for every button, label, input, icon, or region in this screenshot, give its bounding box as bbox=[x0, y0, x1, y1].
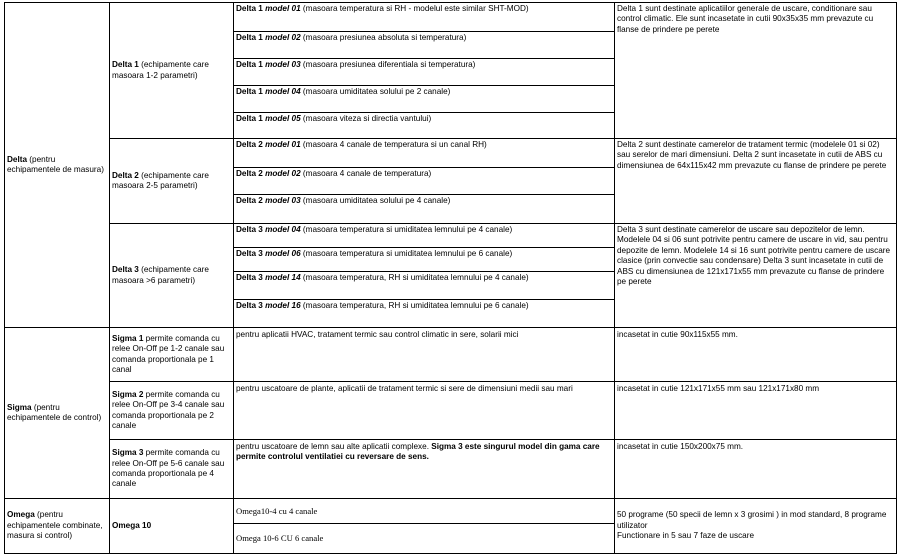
group-name: Sigma 1 bbox=[112, 333, 144, 343]
equipment-table bbox=[4, 2, 897, 556]
model-series: Delta 1 bbox=[236, 114, 263, 123]
model-desc: (masoara 4 canale de temperatura si un canal RH) bbox=[300, 140, 487, 149]
note-text: Delta 2 sunt destinate camerelor de tratament termic (modelele 01 si 02) sau serelor de mari dimensiuni. Delta 2 sunt incasetate in cutii de ABS cu dimensiunea de 64x115x42 mm prevazute cu flanse de prindere pe perete bbox=[617, 140, 887, 170]
sigma1-application bbox=[233, 327, 615, 382]
group-delta2 bbox=[109, 138, 234, 224]
model-desc: (masoara viteza si directia vantului) bbox=[300, 114, 432, 123]
model-desc: (masoara umiditatea solului pe 4 canale) bbox=[300, 196, 451, 205]
model-series: Delta 2 bbox=[236, 140, 263, 149]
model-number: model 03 bbox=[265, 196, 301, 205]
note-delta2 bbox=[614, 138, 897, 224]
family-desc: (pentru echipamentele de masura) bbox=[7, 154, 104, 174]
omega-model: Omega 10-6 CU 6 canale bbox=[236, 533, 324, 544]
model-number: model 16 bbox=[265, 301, 301, 310]
family-name: Sigma bbox=[7, 402, 32, 412]
model-desc: (masoara temperatura, RH si umiditatea lemnului pe 6 canale) bbox=[300, 301, 529, 310]
model-number: model 04 bbox=[265, 87, 301, 96]
note-text: incasetat in cutie 150x200x75 mm. bbox=[617, 442, 744, 451]
family-sigma bbox=[4, 327, 110, 499]
model-series: Delta 1 bbox=[236, 87, 263, 96]
application-text: pentru aplicatii HVAC, tratament termic sau control climatic in sere, solarii mici bbox=[236, 330, 519, 339]
group-sigma2 bbox=[109, 381, 234, 440]
model-series: Delta 3 bbox=[236, 225, 263, 234]
note-sigma3 bbox=[614, 439, 897, 499]
model-desc: (masoara presiunea absoluta si temperatura) bbox=[300, 33, 467, 42]
note-omega10 bbox=[614, 498, 897, 554]
model-row bbox=[233, 167, 615, 195]
model-row bbox=[233, 58, 615, 86]
model-number: model 14 bbox=[265, 273, 301, 282]
model-desc: (masoara temperatura si RH - modelul este similar SHT-MOD) bbox=[300, 4, 529, 13]
model-number: model 05 bbox=[265, 114, 301, 123]
omega-model: Omega10-4 cu 4 canale bbox=[236, 505, 318, 516]
model-row bbox=[233, 194, 615, 224]
note-sigma1 bbox=[614, 327, 897, 382]
model-row bbox=[233, 138, 615, 168]
group-name: Delta 1 bbox=[112, 60, 139, 70]
model-number: model 03 bbox=[265, 60, 301, 69]
model-desc: (masoara temperatura, RH si umiditatea lemnului pe 4 canale) bbox=[300, 273, 529, 282]
family-name: Omega bbox=[7, 510, 35, 520]
model-series: Delta 2 bbox=[236, 169, 263, 178]
family-name: Delta bbox=[7, 154, 28, 164]
group-desc: (echipamente care masoara 2-5 parametri) bbox=[112, 170, 209, 190]
model-desc: (masoara temperatura si umiditatea lemnului pe 4 canale) bbox=[300, 225, 513, 234]
application-text: pentru uscatoare de lemn sau alte aplicatii complexe. bbox=[236, 442, 432, 451]
sigma2-application bbox=[233, 381, 615, 440]
family-omega bbox=[4, 498, 110, 554]
family-desc: (pentru echipamentele combinate, masura si control) bbox=[7, 510, 103, 541]
group-desc: permite comanda cu relee On-Off pe 5-6 canale sau comanda proportionala pe 4 canale bbox=[112, 448, 225, 489]
model-row bbox=[233, 31, 615, 59]
model-row bbox=[233, 299, 615, 328]
note-text: 50 programe (50 specii de lemn x 3 grosimi ) in mod standard, 8 programe utilizator Functionare in 5 sau 7 faze de uscare bbox=[617, 510, 887, 541]
group-desc: (echipamente care masoara >6 parametri) bbox=[112, 265, 209, 285]
note-text: incasetat in cutie 90x115x55 mm. bbox=[617, 330, 738, 339]
sigma3-application bbox=[233, 439, 615, 499]
model-row bbox=[233, 271, 615, 300]
application-highlight: Sigma 3 este singurul model din gama care permite controlul ventilatiei cu reversare de sens. bbox=[236, 442, 600, 462]
model-series: Delta 3 bbox=[236, 273, 263, 282]
group-omega10 bbox=[109, 498, 234, 554]
note-delta1 bbox=[614, 2, 897, 139]
family-desc: (pentru echipamentele de control) bbox=[7, 402, 102, 422]
group-delta1 bbox=[109, 2, 234, 139]
group-delta3 bbox=[109, 223, 234, 328]
model-number: model 01 bbox=[265, 140, 301, 149]
group-name: Omega 10 bbox=[112, 520, 152, 530]
model-row bbox=[233, 223, 615, 248]
group-desc: (echipamente care masoara 1-2 parametri) bbox=[112, 60, 209, 80]
omega-model-row bbox=[233, 523, 615, 554]
group-sigma3 bbox=[109, 439, 234, 499]
group-sigma1 bbox=[109, 327, 234, 382]
note-text: Delta 3 sunt destinate camerelor de uscare sau depozitelor de lemn. Modelele 04 si 06 sunt potrivite pentru camere de uscare in vid, sau pentru depozite de lemn. Modelele 14 si 16 sunt potrivite pentru camere de uscare clasice (prin convectie sau condensare) Delta 3 sunt incasetate in cutii de ABS cu dimensiunea de 121x171x55 mm prevazute cu flanse de prindere pe perete bbox=[617, 225, 891, 287]
model-series: Delta 3 bbox=[236, 249, 263, 258]
model-series: Delta 1 bbox=[236, 33, 263, 42]
note-text: Delta 1 sunt destinate aplicatiilor generale de uscare, conditionare sau control climatic. Ele sunt incasetate in cutii 90x35x35 mm prevazute cu flanse de prindere pe perete bbox=[617, 4, 874, 34]
model-row bbox=[233, 112, 615, 139]
model-row bbox=[233, 85, 615, 113]
group-name: Delta 2 bbox=[112, 170, 139, 180]
model-number: model 01 bbox=[265, 4, 301, 13]
model-desc: (masoara temperatura si umiditatea lemnului pe 6 canale) bbox=[300, 249, 513, 258]
model-series: Delta 1 bbox=[236, 4, 263, 13]
model-number: model 04 bbox=[265, 225, 301, 234]
model-number: model 02 bbox=[265, 169, 301, 178]
group-desc: permite comanda cu relee On-Off pe 1-2 canale sau comanda proportionala pe 1 canal bbox=[112, 333, 225, 374]
note-delta3 bbox=[614, 223, 897, 328]
group-name: Sigma 2 bbox=[112, 389, 144, 399]
model-number: model 02 bbox=[265, 33, 301, 42]
model-desc: (masoara 4 canale de temperatura) bbox=[300, 169, 432, 178]
model-desc: (masoara presiunea diferentiala si temperatura) bbox=[300, 60, 476, 69]
application-text: pentru uscatoare de plante, aplicatii de tratament termic si sere de dimensiuni medii sau mari bbox=[236, 384, 573, 393]
group-name: Sigma 3 bbox=[112, 448, 144, 458]
group-desc: permite comanda cu relee On-Off pe 3-4 canale sau comanda proportionala pe 2 canale bbox=[112, 389, 225, 430]
omega-model-row bbox=[233, 498, 615, 524]
model-series: Delta 3 bbox=[236, 301, 263, 310]
group-name: Delta 3 bbox=[112, 265, 139, 275]
family-delta bbox=[4, 2, 110, 328]
model-row bbox=[233, 2, 615, 32]
model-series: Delta 2 bbox=[236, 196, 263, 205]
model-row bbox=[233, 247, 615, 272]
model-series: Delta 1 bbox=[236, 60, 263, 69]
note-sigma2 bbox=[614, 381, 897, 440]
model-number: model 06 bbox=[265, 249, 301, 258]
note-text: incasetat in cutie 121x171x55 mm sau 121x171x80 mm bbox=[617, 384, 820, 393]
model-desc: (masoara umiditatea solului pe 2 canale) bbox=[300, 87, 451, 96]
